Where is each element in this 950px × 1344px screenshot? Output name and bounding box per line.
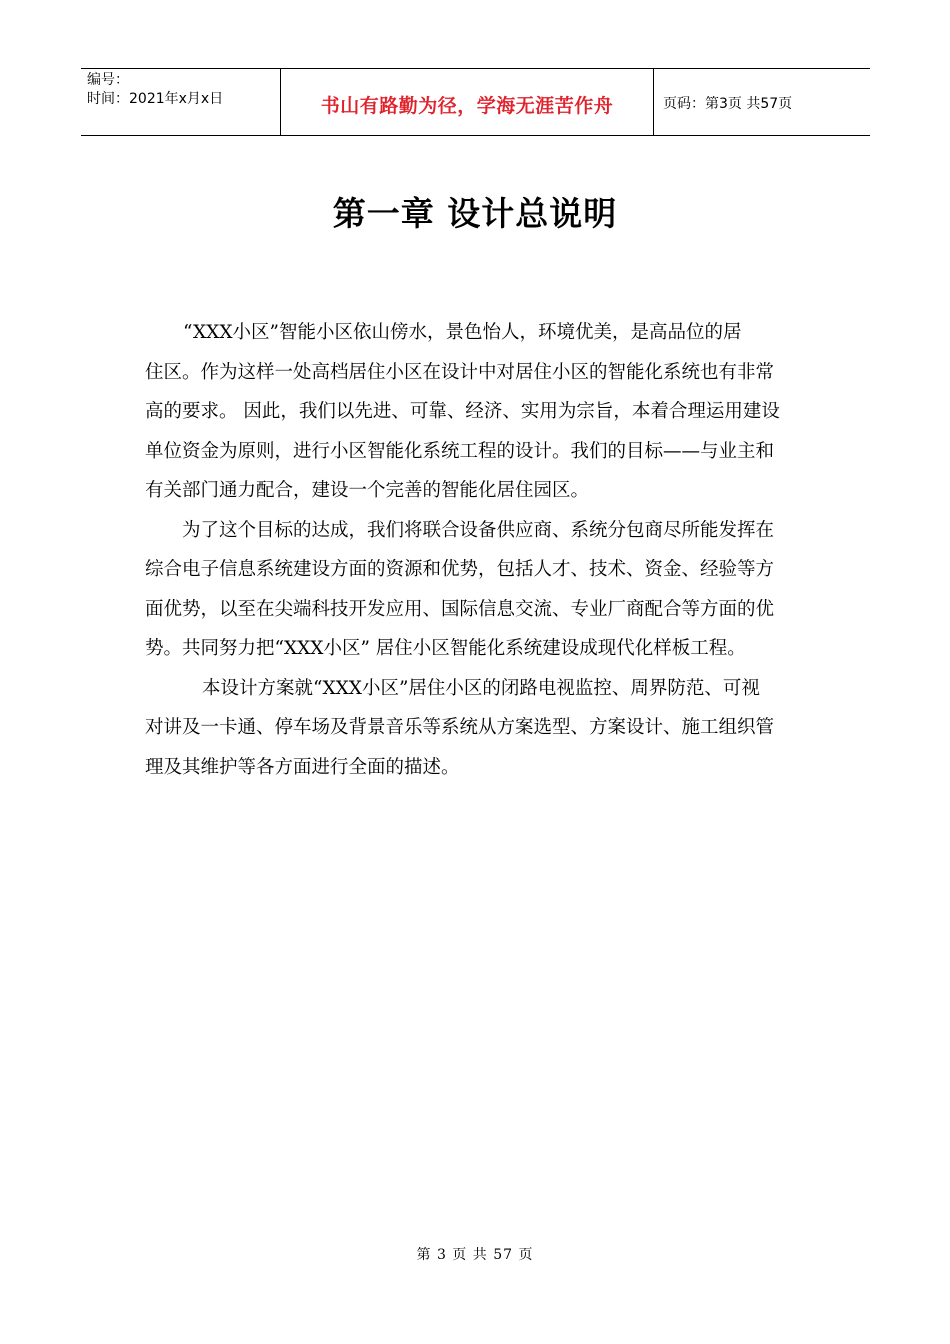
paragraph-line: 综合电子信息系统建设方面的资源和优势，包括人才、技术、资金、经验等方	[145, 559, 775, 580]
paragraph-line: 单位资金为原则，进行小区智能化系统工程的设计。我们的目标——与业主和	[145, 440, 775, 462]
paragraph-line: 势。共同努力把“XXX小区” 居住小区智能化系统建设成现代化样板工程。	[145, 638, 746, 659]
paragraph-line: 对讲及一卡通、停车场及背景音乐等系统从方案选型、方案设计、施工组织管	[145, 717, 775, 738]
document-number-label: 编号：	[87, 72, 129, 88]
paragraph-line: 面优势，以至在尖端科技开发应用、国际信息交流、专业厂商配合等方面的优	[145, 598, 775, 620]
document-time-label: 时间：2021年x月x日	[87, 91, 224, 107]
header-page-info: 页码：第3页 共57页	[663, 96, 793, 112]
page-header	[81, 68, 870, 136]
paragraph-line: “XXX小区”智能小区依山傍水，景色怡人，环境优美，是高品位的居	[183, 322, 742, 343]
paragraph-3	[145, 669, 807, 788]
chapter-title: 第一章 设计总说明	[332, 194, 618, 233]
header-motto: 书山有路勤为径，学海无涯苦作舟	[281, 69, 654, 135]
paragraph-1	[145, 313, 807, 511]
page-footer: 第 3 页 共 57 页	[416, 1247, 534, 1263]
paragraph-line: 住区。作为这样一处高档居住小区在设计中对居住小区的智能化系统也有非常	[145, 361, 775, 383]
paragraph-line: 高的要求。 因此，我们以先进、可靠、经济、实用为宗旨，本着合理运用建设	[145, 401, 780, 422]
header-meta-cell	[81, 69, 281, 135]
body-text	[145, 313, 807, 787]
paragraph-line: 理及其维护等各方面进行全面的描述。	[145, 756, 460, 778]
paragraph-line: 为了这个目标的达成，我们将联合设备供应商、系统分包商尽所能发挥在	[182, 519, 775, 541]
paragraph-2	[145, 511, 807, 669]
paragraph-line: 本设计方案就“XXX小区”居住小区的闭路电视监控、周界防范、可视	[202, 677, 760, 699]
paragraph-line: 有关部门通力配合，建设一个完善的智能化居住园区。	[145, 480, 590, 501]
